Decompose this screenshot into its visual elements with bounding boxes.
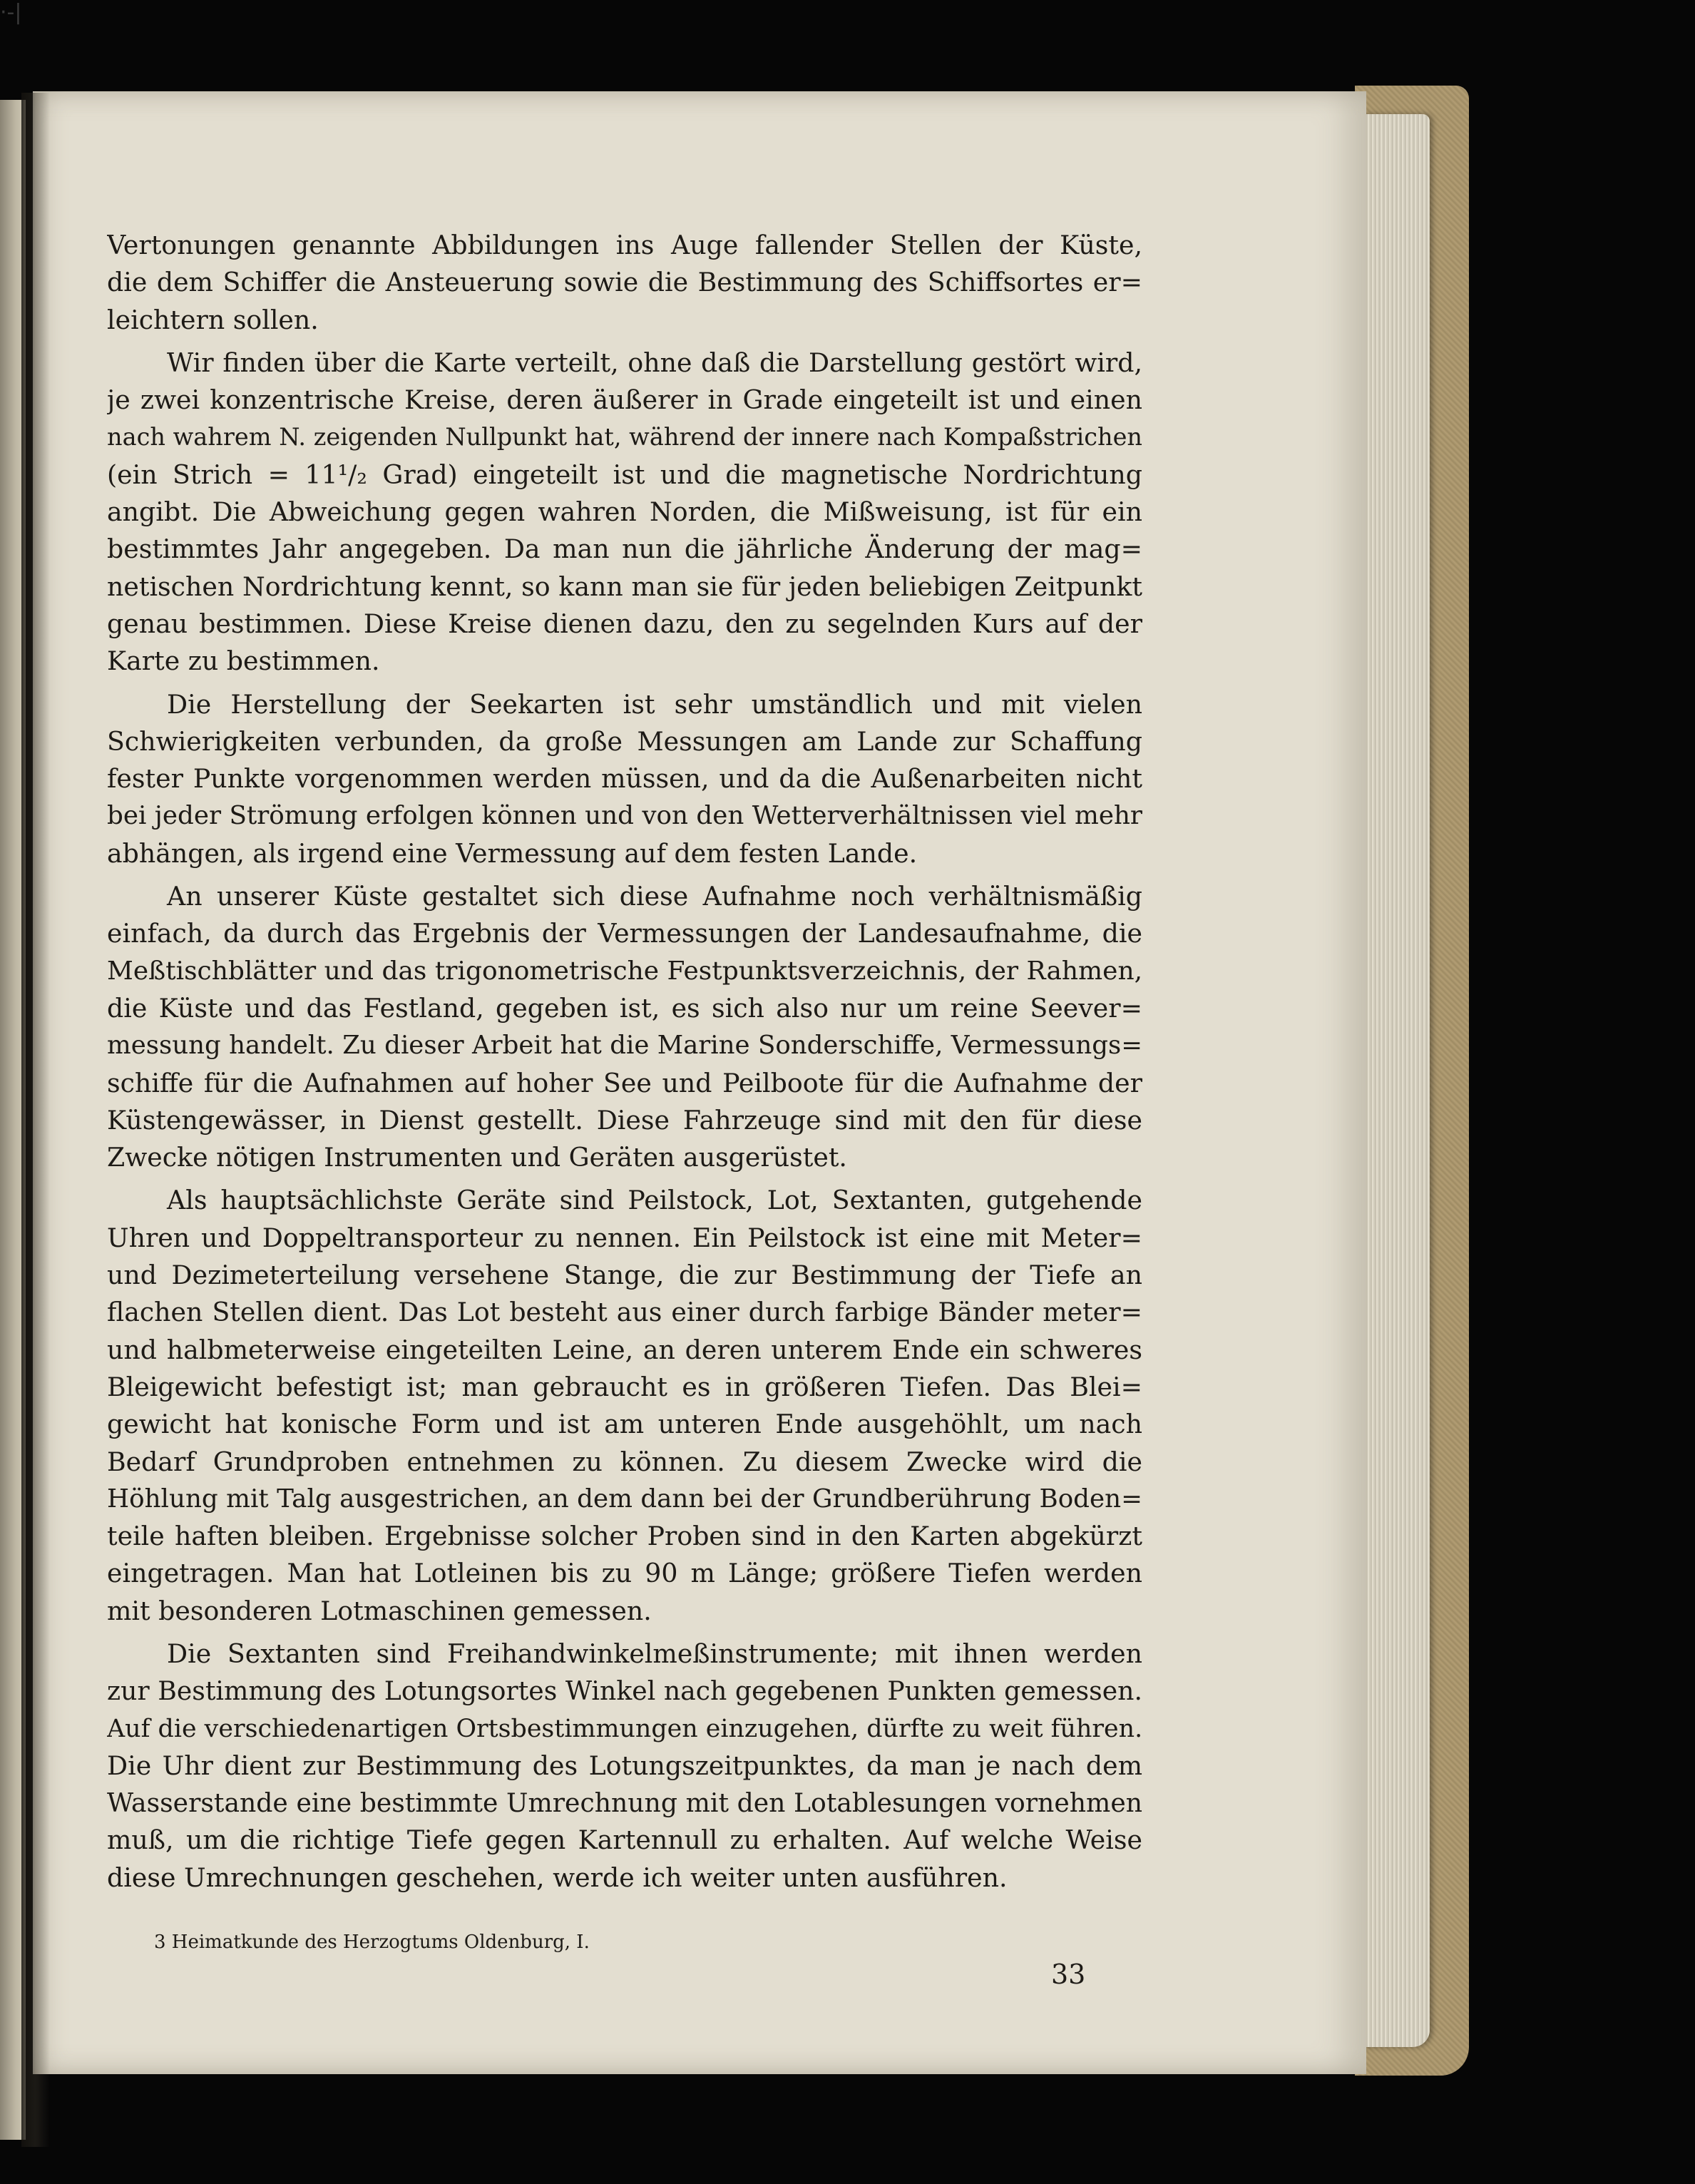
corner-mark: ·-| (0, 0, 22, 25)
text-line: je zwei konzentrische Kreise, deren äußerer in Grade eingeteilt ist und einen (107, 384, 1142, 416)
page (33, 91, 1366, 2074)
text-line: diese Umrechnungen geschehen, werde ich weiter unten ausführen. (107, 1862, 1008, 1893)
paragraph (107, 345, 1142, 680)
text-line: Küstengewässer, in Dienst gestellt. Diese Fahrzeuge sind mit den für diese (107, 1104, 1142, 1136)
text-line: netischen Nordrichtung kennt, so kann man sie für jeden beliebigen Zeitpunkt (107, 571, 1142, 602)
text-line: Auf die verschiedenartigen Ortsbestimmungen einzugehen, dürfte zu weit führen. (107, 1714, 1142, 1743)
text-line: und halbmeterweise eingeteilten Leine, an deren unterem Ende ein schweres (107, 1334, 1142, 1365)
text-line: flachen Stellen dient. Das Lot besteht aus einer durch farbige Bänder meter= (107, 1297, 1142, 1328)
text-line: Vertonungen genannte Abbildungen ins Auge fallender Stellen der Küste, (107, 230, 1142, 260)
text-line: muß, um die richtige Tiefe gegen Kartennull zu erhalten. Auf welche Weise (107, 1825, 1142, 1856)
text-line: und Dezimeterteilung versehene Stange, die zur Bestimmung der Tiefe an (107, 1260, 1142, 1291)
text-line: genau bestimmen. Diese Kreise dienen dazu, den zu segelnden Kurs auf der (107, 608, 1142, 639)
body-text (107, 227, 1142, 1897)
text-line: (ein Strich = 11¹/₂ Grad) eingeteilt ist und die magnetische Nordrichtung (107, 459, 1142, 490)
paragraph (107, 686, 1142, 872)
text-line: Uhren und Doppeltransporteur zu nennen. Ein Peilstock ist eine mit Meter= (107, 1222, 1142, 1253)
text-line: Schwierigkeiten verbunden, da große Messungen am Lande zur Schaffung (107, 725, 1142, 757)
text-line: Wir finden über die Karte verteilt, ohne daß die Darstellung gestört wird, (167, 347, 1142, 378)
text-line: die Küste und das Festland, gegeben ist, es sich also nur um reine Seever= (107, 992, 1142, 1024)
text-line: nach wahrem N. zeigenden Nullpunkt hat, während der innere nach Kompaßstrichen (107, 423, 1142, 451)
text-line: bestimmtes Jahr angegeben. Da man nun die jährliche Änderung der mag= (107, 534, 1142, 565)
text-line: Wasserstande eine bestimmte Umrechnung mit den Lotablesungen vornehmen (107, 1787, 1142, 1819)
text-line: angibt. Die Abweichung gegen wahren Norden, die Mißweisung, ist für ein (107, 496, 1142, 528)
text-line: Die Sextanten sind Freihandwinkelmeßinstrumente; mit ihnen werden (167, 1638, 1142, 1669)
text-line: leichtern sollen. (107, 304, 319, 335)
text-line: Karte zu bestimmen. (107, 645, 380, 677)
text-line: Meßtischblätter und das trigonometrische Festpunktsverzeichnis, der Rahmen, (107, 956, 1142, 986)
gutter-shadow (21, 93, 50, 2147)
text-line: messung handelt. Zu dieser Arbeit hat die Marine Sonderschiffe, Vermessungs= (107, 1031, 1142, 1061)
paragraph (107, 878, 1142, 1176)
text-line: Die Herstellung der Seekarten ist sehr umständlich und mit vielen (167, 688, 1142, 720)
text-line: die dem Schiffer die Ansteuerung sowie die Bestimmung des Schiffsortes er= (107, 267, 1142, 298)
text-line: Als hauptsächlichste Geräte sind Peilstock, Lot, Sextanten, gutgehende (167, 1185, 1142, 1216)
paragraph (107, 1636, 1142, 1897)
text-line: Höhlung mit Talg ausgestrichen, an dem dann bei der Grundberührung Boden= (107, 1484, 1142, 1514)
text-line: Bedarf Grundproben entnehmen zu können. Zu diesem Zwecke wird die (107, 1446, 1142, 1477)
footer-note: 3 Heimatkunde des Herzogtums Oldenburg, I. (154, 1932, 590, 1953)
text-line: gewicht hat konische Form und ist am unteren Ende ausgehöhlt, um nach (107, 1409, 1142, 1440)
text-line: abhängen, als irgend eine Vermessung auf dem festen Lande. (107, 837, 918, 869)
text-line: bei jeder Strömung erfolgen können und von den Wetterverhältnissen viel mehr (107, 801, 1142, 831)
text-line: fester Punkte vorgenommen werden müssen, und da die Außenarbeiten nicht (107, 763, 1142, 795)
text-line: An unserer Küste gestaltet sich diese Aufnahme noch verhältnismäßig (167, 881, 1142, 912)
text-line: Bleigewicht befestigt ist; man gebraucht es in größeren Tiefen. Das Blei= (107, 1371, 1142, 1402)
paragraph (107, 227, 1142, 339)
text-line: eingetragen. Man hat Lotleinen bis zu 90 m Länge; größere Tiefen werden (107, 1558, 1142, 1589)
text-line: teile haften bleiben. Ergebnisse solcher Proben sind in den Karten abgekürzt (107, 1521, 1142, 1552)
text-line: Zwecke nötigen Instrumenten und Geräten ausgerüstet. (107, 1142, 847, 1173)
text-line: einfach, da durch das Ergebnis der Vermessungen der Landesaufnahme, die (107, 918, 1142, 949)
page-number: 33 (1051, 1959, 1086, 1990)
text-line: schiffe für die Aufnahmen auf hoher See und Peilboote für die Aufnahme der (107, 1067, 1142, 1098)
text-line: zur Bestimmung des Lotungsortes Winkel nach gegebenen Punkten gemessen. (107, 1675, 1142, 1707)
text-line: Die Uhr dient zur Bestimmung des Lotungszeitpunktes, da man je nach dem (107, 1750, 1142, 1781)
paragraph (107, 1182, 1142, 1630)
text-line: mit besonderen Lotmaschinen gemessen. (107, 1595, 652, 1626)
